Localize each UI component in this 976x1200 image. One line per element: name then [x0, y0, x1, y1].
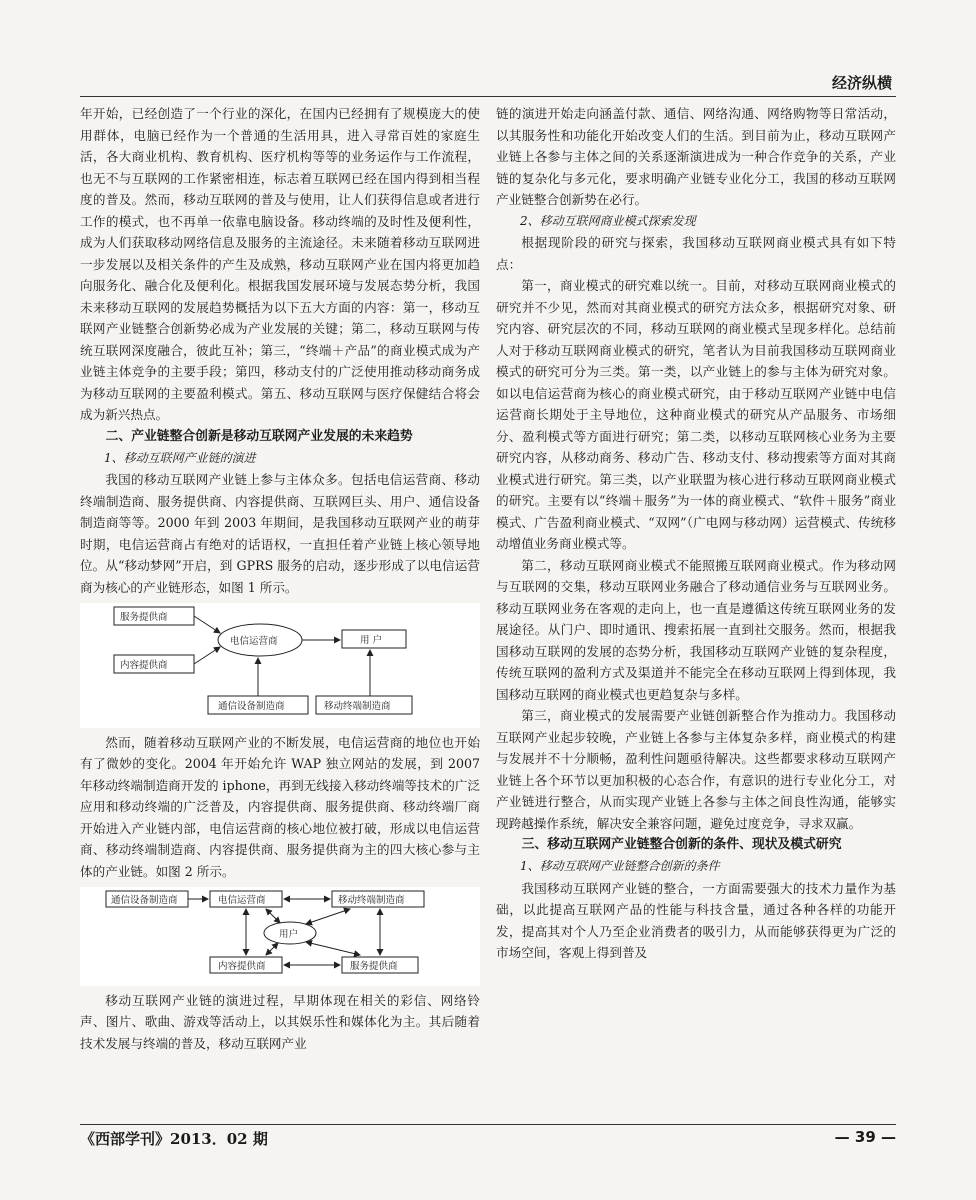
footer-rule — [80, 1124, 896, 1125]
fig1-terminal-label: 移动终端制造商 — [324, 701, 391, 712]
fig1-service-label: 服务提供商 — [120, 612, 168, 623]
fig1-content-label: 内容提供商 — [120, 660, 168, 671]
paragraph: 第三，商业模式的发展需要产业链创新整合作为推动力。我国移动互联网产业起步较晚，产业链上各参与主体复杂多样，商业模式的构建与发展并不十分顺畅，盈利性问题亟待解决。这些都要求移动互联网产业链上各个环节以更加积极的心态合作，有意识的进行专业化分工，对产业链进行整合，从而实现产业链上各参与主体之间良性沟通，能够实现跨越操作系统，解决安全兼容问题，避免过度竞争，寻求双赢。 — [496, 708, 896, 831]
fig1-telecom-label: 电信运营商 — [230, 636, 278, 647]
fig2-equip-label: 通信设备制造商 — [111, 895, 178, 906]
paragraph: 我国移动互联网产业链的整合，一方面需要强大的技术力量作为基础，以此提高互联网产品的性能与科技含量，通过各种各样的功能开发，提高其对个人乃至企业消费者的吸引力，从而能够获得更为广泛的市场空间，客观上得到普及 — [496, 880, 896, 960]
subsection-heading: 1、移动互联网产业链的演进 — [104, 450, 256, 465]
section-heading: 三、移动互联网产业链整合创新的条件、现状及模式研究 — [521, 837, 842, 852]
journal-name: 《西部学刊》2013．02 期 — [80, 1130, 268, 1148]
fig1-user-label: 用 户 — [360, 635, 383, 646]
paragraph: 根据现阶段的研究与探索，我国移动互联网商业模式具有如下特点： — [496, 235, 896, 272]
figure-2-diagram — [80, 887, 465, 979]
paragraph: 年开始，已经创造了一个行业的深化，在国内已经拥有了规模庞大的使用群体，电脑已经作为一个普通的生活用具，进入寻常百姓的家庭生活，各大商业机构、教育机构、医疗机构等等的业务运作与工作流程，也无不与互联网的工作紧密相连，标志着互联网已经在国内得到相当程度的普及。然而，移动互联网的普及与使用，让人们获得信息或者进行工作的模式，也不再单一依靠电脑设备。移动终端的及时性及便利性，成为人们获取移动网络信息及服务的主流途径。未来随着移动互联网进一步发展以及相关条件的产生及成熟，移动互联网产业在国内将更加趋向服务化、融合化及便利化。根据我国发展环境与发展态势分析，我国未来移动互联网的发展趋势概括为以下五大方面的内容：第一，移动互联网产业链整合创新势必成为产业发展的关键；第二，移动互联网与传统互联网深度融合，彼此互补；第三，“终端＋产品”的商业模式成为产业链主体竞争的主要手段；第四，移动支付的广泛使用推动移动商务成为移动互联网的主要盈利模式。第五、移动互联网与医疗保健结合将会成为新兴热点。 — [80, 106, 480, 422]
section-heading: 二、产业链整合创新是移动互联网产业发展的未来趋势 — [105, 428, 413, 444]
paragraph: 第二，移动互联网商业模式不能照搬互联网商业模式。作为移动网与互联网的交集，移动互联网业务融合了移动通信业务与互联网业务。移动互联网业务在客观的走向上，也一直是遵循这传统互联网业务的发展途径。从门户、即时通讯、搜索拓展一直到社交服务。然而，根据我国移动互联网的发展的态势分析，我国移动互联网产业链的复杂程度，传统互联网的盈利方式及渠道并不能完全在移动互联网上得到体现，我国移动互联网的商业模式也更趋复杂与多样。 — [496, 557, 896, 702]
fig2-service-label: 服务提供商 — [350, 961, 398, 972]
header-rule — [80, 96, 896, 97]
section-header: 经济纵横 — [831, 74, 892, 92]
figure-2 — [80, 887, 480, 986]
paragraph: 第一，商业模式的研究难以统一。目前，对移动互联网商业模式的研究并不少见，然而对其商业模式的研究方法众多，根据研究对象、研究内容、研究层次的不同，移动互联网的商业模式呈现多样化。总结前人对于移动互联网商业模式的研究，笔者认为目前我国移动互联网商业模式的研究可分为三类。第一类，以产业链上的参与主体为研究对象。如以电信运营商为核心的商业模式研究，由于移动互联网产业链中电信运营商长期处于主导地位，这种商业模式的研究从产品服务、市场细分、盈利模式等方面进行研究；第二类，以移动互联网核心业务为主要研究内容，从移动商务、移动广告、移动支付、移动搜索等方面对其商业模式进行研究。第三类，以产业联盟为核心进行移动互联网商业模式的研究。主要有以“终端＋服务”为一体的商业模式、“软件＋服务”商业模式、广告盈利商业模式、“双网”（广电网与移动网）运营模式、传统移动增值业务商业模式等。 — [496, 278, 896, 551]
fig2-content-label: 内容提供商 — [218, 961, 266, 972]
subsection-heading: 1、移动互联网产业链整合创新的条件 — [520, 859, 720, 873]
figure-1 — [80, 603, 480, 728]
paragraph: 然而，随着移动互联网产业的不断发展，电信运营商的地位也开始有了微妙的变化。2004 年开始允许 WAP 独立网站的发展，到 2007 年移动终端制造商开发的 iphone，再到无线接入移动终端等技术的广泛应用和移动终端的广泛普及，内容提供商、服务提供商、移动终端厂商开始进入产业链内部，电信运营商的核心地位被打破，形成以电信运营商、移动终端制造商、内容提供商、服务提供商为主的四大核心参与主体的产业链。如图 2 所示。 — [80, 734, 480, 879]
fig2-user-label: 用户 — [279, 929, 299, 940]
fig1-equip-label: 通信设备制造商 — [218, 701, 285, 712]
fig2-telecom-label: 电信运营商 — [218, 895, 266, 906]
right-column — [496, 103, 896, 964]
paragraph: 我国的移动互联网产业链上参与主体众多。包括电信运营商、移动终端制造商、服务提供商、内容提供商、互联网巨头、用户、通信设备制造商等等。2000 年到 2003 年期间，是我国移动互联网产业的萌芽时期，电信运营商占有绝对的话语权，一直担任着产业链上核心领导地位。从“移动梦网”开启，到 GPRS 服务的启动，逐步形成了以电信运营商为核心的产业链形态，如图 1 所示。 — [80, 472, 480, 595]
subsection-heading: 2、移动互联网商业模式探索发现 — [520, 213, 696, 228]
left-column — [80, 103, 480, 1054]
paragraph: 链的演进开始走向涵盖付款、通信、网络沟通、网络购物等日常活动，以其服务性和功能化开始改变人们的生活。到目前为止，移动互联网产业链上各参与主体之间的关系逐渐演进成为一种合作竞争的关系，产业链的复杂化与多元化，要求明确产业链专业化分工，我国的移动互联网产业链整合创新势在必行。 — [496, 106, 896, 207]
fig2-terminal-label: 移动终端制造商 — [338, 895, 405, 906]
paragraph: 移动互联网产业链的演进过程，早期体现在相关的彩信、网络铃声、图片、歌曲、游戏等活动上，以其娱乐性和媒体化为主。其后随着技术发展与终端的普及，移动互联网产业 — [80, 992, 480, 1051]
page-number: — 39 — — [834, 1128, 896, 1146]
figure-1-diagram — [80, 603, 465, 721]
